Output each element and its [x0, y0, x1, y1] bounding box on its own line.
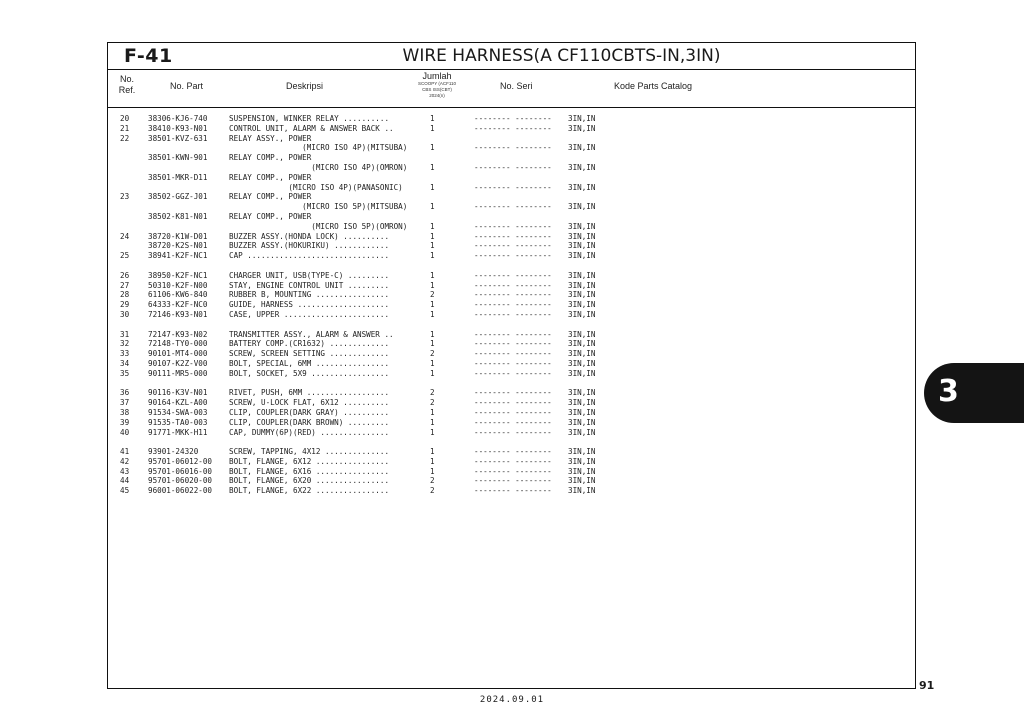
row-description: RELAY ASSY., POWER: [229, 133, 312, 143]
row-serial: -------- --------: [474, 221, 552, 231]
table-row: [108, 349, 915, 359]
row-serial: -------- --------: [474, 202, 552, 212]
row-serial: -------- --------: [474, 251, 552, 261]
row-serial: -------- --------: [474, 349, 552, 359]
row-serial: -------- --------: [474, 123, 552, 133]
row-catalog-code: 3IN,IN: [568, 114, 596, 123]
row-quantity: 1: [430, 162, 435, 172]
row-quantity: 1: [430, 466, 435, 476]
table-row: [108, 281, 915, 291]
row-catalog-code: 3IN,IN: [568, 398, 596, 408]
row-description: CAP ...............................: [229, 251, 390, 261]
row-ref: 30: [120, 309, 130, 319]
row-serial: -------- --------: [474, 486, 552, 496]
row-catalog-code: 3IN,IN: [568, 339, 596, 349]
row-description: SUSPENSION, WINKER RELAY ..........: [229, 114, 390, 123]
table-row: [108, 398, 915, 408]
row-part-number: 38501-KWN-901: [148, 153, 208, 163]
row-part-number: 38502-K81-N01: [148, 211, 208, 221]
row-quantity: 2: [430, 398, 435, 408]
header-ref-line-2: Ref.: [118, 85, 136, 95]
row-part-number: 95701-06020-00: [148, 476, 213, 486]
row-part-number: 90111-MR5-000: [148, 368, 208, 378]
row-ref: 26: [120, 270, 130, 280]
row-ref: 29: [120, 300, 130, 310]
row-serial: -------- --------: [474, 407, 552, 417]
row-serial: -------- --------: [474, 388, 552, 398]
row-quantity: 2: [430, 349, 435, 359]
row-catalog-code: 3IN,IN: [568, 417, 596, 427]
table-row: [108, 418, 915, 428]
row-spacer: [108, 320, 915, 330]
table-row: [108, 447, 915, 457]
row-serial: -------- --------: [474, 398, 552, 408]
row-description: (MICRO ISO 4P)(PANASONIC): [229, 182, 403, 192]
row-quantity: 2: [430, 476, 435, 486]
row-serial: -------- --------: [474, 114, 552, 123]
row-description: BOLT, FLANGE, 6X20 ................: [229, 476, 390, 486]
row-part-number: 72147-K93-N02: [148, 329, 208, 339]
header-quantity-label: Jumlah: [422, 71, 452, 81]
row-description: BUZZER ASSY.(HOKURIKU) ............: [229, 241, 390, 251]
row-description: BUZZER ASSY.(HONDA LOCK) ..........: [229, 231, 390, 241]
row-quantity: 1: [430, 251, 435, 261]
row-quantity: 1: [430, 202, 435, 212]
section-tab-number: 3: [938, 374, 959, 409]
row-serial: -------- --------: [474, 280, 552, 290]
header-description: Deskripsi: [286, 81, 324, 91]
row-catalog-code: 3IN,IN: [568, 456, 596, 466]
page-title: WIRE HARNESS(A CF110CBTS-IN,3IN): [402, 46, 721, 66]
header-part-number: No. Part: [170, 81, 204, 91]
table-row: [108, 212, 915, 222]
row-catalog-code: 3IN,IN: [568, 290, 596, 300]
table-row: [108, 124, 915, 134]
row-quantity: 1: [430, 270, 435, 280]
row-quantity: 2: [430, 290, 435, 300]
row-ref: 35: [120, 368, 130, 378]
row-ref: 43: [120, 466, 130, 476]
row-part-number: 91534-SWA-003: [148, 407, 208, 417]
header-quantity-model-3: 2024(n): [429, 93, 445, 98]
row-serial: -------- --------: [474, 231, 552, 241]
table-row: [108, 153, 915, 163]
row-serial: -------- --------: [474, 270, 552, 280]
row-catalog-code: 3IN,IN: [568, 427, 596, 437]
table-row: [108, 359, 915, 369]
table-row: [108, 271, 915, 281]
table-row: [108, 251, 915, 261]
title-divider: [108, 69, 915, 70]
row-serial: -------- --------: [474, 182, 552, 192]
table-row: [108, 339, 915, 349]
row-description: (MICRO ISO 5P)(MITSUBA): [229, 202, 408, 212]
row-description: RELAY COMP., POWER: [229, 172, 312, 182]
row-description: GUIDE, HARNESS ....................: [229, 300, 390, 310]
row-description: CAP, DUMMY(6P)(RED) ...............: [229, 427, 390, 437]
row-part-number: 72148-TY0-000: [148, 339, 208, 349]
row-quantity: 2: [430, 486, 435, 496]
parts-list: [108, 114, 915, 496]
row-description: (MICRO ISO 4P)(MITSUBA): [229, 143, 408, 153]
row-quantity: 1: [430, 447, 435, 457]
row-description: BOLT, FLANGE, 6X16 ................: [229, 466, 390, 476]
row-ref: 33: [120, 349, 130, 359]
table-row: [108, 163, 915, 173]
row-part-number: 91771-MKK-H11: [148, 427, 208, 437]
table-row: [108, 143, 915, 153]
row-catalog-code: 3IN,IN: [568, 162, 596, 172]
table-row: [108, 457, 915, 467]
row-part-number: 38941-K2F-NC1: [148, 251, 208, 261]
row-serial: -------- --------: [474, 241, 552, 251]
row-spacer: [108, 379, 915, 389]
row-catalog-code: 3IN,IN: [568, 123, 596, 133]
row-catalog-code: 3IN,IN: [568, 251, 596, 261]
row-quantity: 1: [430, 123, 435, 133]
row-quantity: 1: [430, 241, 435, 251]
table-row: [108, 134, 915, 144]
row-serial: -------- --------: [474, 339, 552, 349]
section-tab: [924, 363, 1024, 423]
row-catalog-code: 3IN,IN: [568, 476, 596, 486]
row-part-number: 38720-K2S-N01: [148, 241, 208, 251]
header-catalog-code: Kode Parts Catalog: [614, 81, 693, 91]
row-ref: 42: [120, 456, 130, 466]
header-ref: [108, 74, 146, 96]
row-serial: -------- --------: [474, 447, 552, 457]
row-spacer: [108, 261, 915, 271]
table-row: [108, 408, 915, 418]
row-ref: 34: [120, 358, 130, 368]
table-row: [108, 486, 915, 496]
row-serial: -------- --------: [474, 162, 552, 172]
row-part-number: 90101-MT4-000: [148, 349, 208, 359]
row-description: (MICRO ISO 4P)(OMRON): [229, 162, 408, 172]
row-quantity: 1: [430, 368, 435, 378]
row-description: SCREW, SCREEN SETTING .............: [229, 349, 390, 359]
header-quantity: [404, 71, 470, 99]
row-ref: 21: [120, 123, 130, 133]
header-divider: [108, 107, 915, 108]
row-catalog-code: 3IN,IN: [568, 329, 596, 339]
row-part-number: 38720-K1W-D01: [148, 231, 208, 241]
row-part-number: 38410-K93-N01: [148, 123, 208, 133]
row-serial: -------- --------: [474, 143, 552, 153]
row-description: CASE, UPPER .......................: [229, 309, 390, 319]
row-description: BATTERY COMP.(CR1632) .............: [229, 339, 390, 349]
row-ref: 32: [120, 339, 130, 349]
row-serial: -------- --------: [474, 300, 552, 310]
row-catalog-code: 3IN,IN: [568, 388, 596, 398]
row-catalog-code: 3IN,IN: [568, 407, 596, 417]
row-catalog-code: 3IN,IN: [568, 309, 596, 319]
row-ref: 44: [120, 476, 130, 486]
row-ref: 31: [120, 329, 130, 339]
row-ref: 27: [120, 280, 130, 290]
row-serial: -------- --------: [474, 368, 552, 378]
table-row: [108, 222, 915, 232]
row-ref: 38: [120, 407, 130, 417]
row-part-number: 90107-K2Z-V00: [148, 358, 208, 368]
row-catalog-code: 3IN,IN: [568, 221, 596, 231]
row-ref: 22: [120, 133, 130, 143]
row-description: RIVET, PUSH, 6MM ..................: [229, 388, 390, 398]
table-row: [108, 310, 915, 320]
table-row: [108, 192, 915, 202]
row-ref: 39: [120, 417, 130, 427]
row-quantity: 1: [430, 143, 435, 153]
row-serial: -------- --------: [474, 309, 552, 319]
row-description: BOLT, FLANGE, 6X22 ................: [229, 486, 390, 496]
row-part-number: 38501-MKR-D11: [148, 172, 208, 182]
print-date: 2024.09.01: [479, 695, 545, 705]
header-quantity-model-1: SCOOPY (ACF110: [417, 81, 457, 86]
row-quantity: 1: [430, 358, 435, 368]
row-catalog-code: 3IN,IN: [568, 466, 596, 476]
row-part-number: 96001-06022-00: [148, 486, 213, 496]
row-ref: 41: [120, 447, 130, 457]
row-part-number: 38950-K2F-NC1: [148, 270, 208, 280]
table-row: [108, 202, 915, 212]
parts-table-frame: [107, 42, 916, 689]
row-catalog-code: 3IN,IN: [568, 231, 596, 241]
row-description: SCREW, U-LOCK FLAT, 6X12 ..........: [229, 398, 390, 408]
row-part-number: 90116-K3V-N01: [148, 388, 208, 398]
row-quantity: 1: [430, 339, 435, 349]
table-row: [108, 388, 915, 398]
row-part-number: 64333-K2F-NC0: [148, 300, 208, 310]
table-row: [108, 290, 915, 300]
row-description: BOLT, FLANGE, 6X12 ................: [229, 456, 390, 466]
row-part-number: 95701-06016-00: [148, 466, 213, 476]
table-row: [108, 183, 915, 193]
row-quantity: 1: [430, 417, 435, 427]
row-description: TRANSMITTER ASSY., ALARM & ANSWER ..: [229, 329, 394, 339]
row-part-number: 50310-K2F-N00: [148, 280, 208, 290]
row-catalog-code: 3IN,IN: [568, 358, 596, 368]
row-catalog-code: 3IN,IN: [568, 143, 596, 153]
table-row: [108, 476, 915, 486]
row-description: CHARGER UNIT, USB(TYPE-C) .........: [229, 270, 390, 280]
row-description: RELAY COMP., POWER: [229, 192, 312, 202]
row-description: CONTROL UNIT, ALARM & ANSWER BACK ..: [229, 123, 394, 133]
row-part-number: 61106-KW6-840: [148, 290, 208, 300]
row-catalog-code: 3IN,IN: [568, 270, 596, 280]
row-catalog-code: 3IN,IN: [568, 447, 596, 457]
row-quantity: 1: [430, 456, 435, 466]
row-part-number: 95701-06012-00: [148, 456, 213, 466]
row-description: BOLT, SPECIAL, 6MM ................: [229, 358, 390, 368]
row-ref: 28: [120, 290, 130, 300]
row-spacer: [108, 437, 915, 447]
row-ref: 45: [120, 486, 130, 496]
row-quantity: 1: [430, 182, 435, 192]
row-catalog-code: 3IN,IN: [568, 241, 596, 251]
row-ref: 25: [120, 251, 130, 261]
row-ref: 20: [120, 114, 130, 123]
row-description: STAY, ENGINE CONTROL UNIT .........: [229, 280, 390, 290]
row-quantity: 1: [430, 231, 435, 241]
row-catalog-code: 3IN,IN: [568, 182, 596, 192]
row-serial: -------- --------: [474, 358, 552, 368]
table-row: [108, 330, 915, 340]
row-description: RUBBER B, MOUNTING ................: [229, 290, 390, 300]
table-row: [108, 467, 915, 477]
row-ref: 23: [120, 192, 130, 202]
header-quantity-model-2: CBS ISS(CBT): [422, 87, 452, 92]
table-row: [108, 300, 915, 310]
page-code: F-41: [124, 45, 173, 67]
row-part-number: 38502-GGZ-J01: [148, 192, 208, 202]
row-serial: -------- --------: [474, 290, 552, 300]
table-row: [108, 241, 915, 251]
row-part-number: 93901-24320: [148, 447, 199, 457]
row-serial: -------- --------: [474, 476, 552, 486]
row-catalog-code: 3IN,IN: [568, 202, 596, 212]
row-catalog-code: 3IN,IN: [568, 368, 596, 378]
row-ref: 36: [120, 388, 130, 398]
row-part-number: 72146-K93-N01: [148, 309, 208, 319]
header-serial: No. Seri: [500, 81, 533, 91]
row-description: BOLT, SOCKET, 5X9 .................: [229, 368, 390, 378]
row-description: CLIP, COUPLER(DARK BROWN) .........: [229, 417, 390, 427]
row-quantity: 1: [430, 300, 435, 310]
header-ref-line-1: No.: [119, 74, 134, 84]
row-quantity: 1: [430, 329, 435, 339]
table-row: [108, 428, 915, 438]
row-description: (MICRO ISO 5P)(OMRON): [229, 221, 408, 231]
row-catalog-code: 3IN,IN: [568, 280, 596, 290]
row-catalog-code: 3IN,IN: [568, 349, 596, 359]
row-part-number: 38306-KJ6-740: [148, 114, 208, 123]
row-ref: 37: [120, 398, 130, 408]
row-description: CLIP, COUPLER(DARK GRAY) ..........: [229, 407, 390, 417]
row-part-number: 90164-KZL-A00: [148, 398, 208, 408]
row-quantity: 1: [430, 427, 435, 437]
row-quantity: 1: [430, 114, 435, 123]
row-quantity: 1: [430, 280, 435, 290]
row-catalog-code: 3IN,IN: [568, 486, 596, 496]
table-row: [108, 173, 915, 183]
row-quantity: 1: [430, 221, 435, 231]
table-row: [108, 369, 915, 379]
table-row: [108, 232, 915, 242]
row-part-number: 38501-KVZ-631: [148, 133, 208, 143]
row-serial: -------- --------: [474, 329, 552, 339]
row-quantity: 1: [430, 407, 435, 417]
row-quantity: 1: [430, 309, 435, 319]
row-description: SCREW, TAPPING, 4X12 ..............: [229, 447, 390, 457]
row-ref: 24: [120, 231, 130, 241]
row-serial: -------- --------: [474, 427, 552, 437]
row-description: RELAY COMP., POWER: [229, 211, 312, 221]
row-ref: 40: [120, 427, 130, 437]
row-quantity: 2: [430, 388, 435, 398]
page-number: 91: [919, 679, 935, 692]
row-serial: -------- --------: [474, 456, 552, 466]
table-row: [108, 114, 915, 124]
row-catalog-code: 3IN,IN: [568, 300, 596, 310]
row-serial: -------- --------: [474, 466, 552, 476]
row-part-number: 91535-TA0-003: [148, 417, 208, 427]
row-description: RELAY COMP., POWER: [229, 153, 312, 163]
row-serial: -------- --------: [474, 417, 552, 427]
